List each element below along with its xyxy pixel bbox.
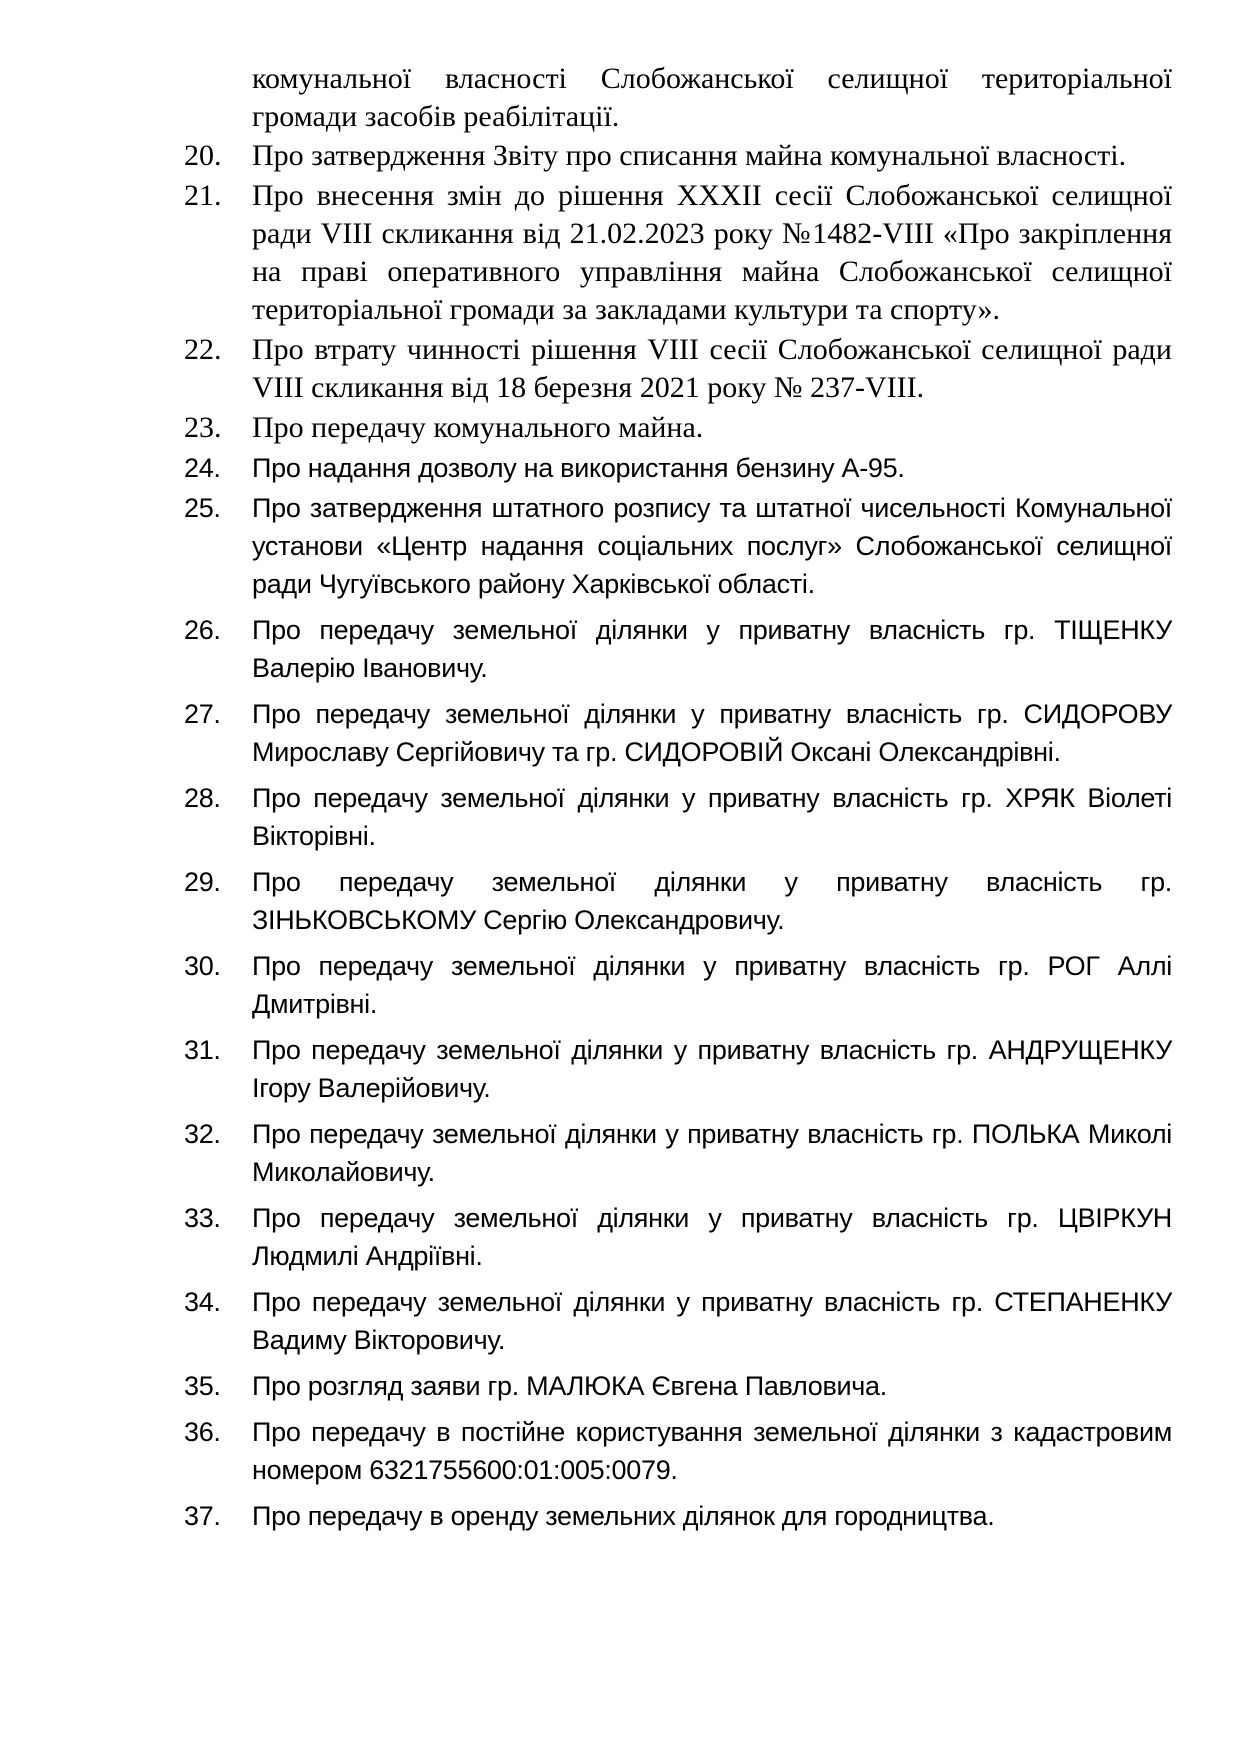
agenda-list bbox=[0, 137, 1240, 1535]
item-number: 33. bbox=[184, 1203, 221, 1233]
item-text: Про передачу земельної ділянки у приватну власність гр. СИДОРОВУ Мирославу Сергійовичу та гр. СИДОРОВІЙ Оксані Олександрівні. bbox=[252, 699, 1172, 767]
list-item bbox=[0, 1031, 1240, 1107]
item-number: 24. bbox=[184, 453, 221, 483]
item-text: Про надання дозволу на використання бензину А-95. bbox=[252, 453, 905, 483]
list-item bbox=[0, 1413, 1240, 1489]
list-item bbox=[0, 1115, 1240, 1191]
list-item bbox=[0, 611, 1240, 687]
list-item bbox=[0, 695, 1240, 771]
item-number: 30. bbox=[184, 951, 221, 981]
item-text: Про втрату чинності рішення VIII сесії Слобожанської селищної ради VIII скликання від 18 березня 2021 року № 237-VIII. bbox=[252, 333, 1172, 404]
item-text: Про передачу земельної ділянки у приватну власність гр. АНДРУЩЕНКУ Ігору Валерійовичу. bbox=[252, 1035, 1172, 1103]
item-text: Про передачу земельної ділянки у приватну власність гр. ПОЛЬКА Миколі Миколайовичу. bbox=[252, 1119, 1172, 1187]
item-number: 22. bbox=[184, 333, 222, 366]
item-text: Про передачу земельної ділянки у приватну власність гр. СТЕПАНЕНКУ Вадиму Вікторовичу. bbox=[252, 1287, 1172, 1355]
item-text: Про передачу земельної ділянки у приватну власність гр. ТІЩЕНКУ Валерію Івановичу. bbox=[252, 615, 1172, 683]
item-number: 31. bbox=[184, 1035, 221, 1065]
item-number: 25. bbox=[184, 493, 221, 523]
item-number: 20. bbox=[184, 139, 222, 172]
list-item bbox=[0, 863, 1240, 939]
item-text: Про розгляд заяви гр. МАЛЮКА Євгена Павловича. bbox=[252, 1371, 887, 1401]
item-text: Про передачу комунального майна. bbox=[252, 411, 704, 444]
item-number: 21. bbox=[184, 179, 222, 212]
item-number: 36. bbox=[184, 1417, 221, 1447]
item-number: 23. bbox=[184, 411, 222, 444]
item-text: Про передачу земельної ділянки у приватну власність гр. РОГ Аллі Дмитрівні. bbox=[252, 951, 1172, 1019]
list-item bbox=[0, 409, 1240, 447]
item-text: Про передачу земельної ділянки у приватну власність гр. ЗІНЬКОВСЬКОМУ Сергію Олександровичу. bbox=[252, 867, 1172, 935]
list-item bbox=[0, 1497, 1240, 1535]
list-item bbox=[0, 1367, 1240, 1405]
item-number: 27. bbox=[184, 699, 221, 729]
list-item bbox=[0, 779, 1240, 855]
list-item bbox=[0, 137, 1240, 175]
item-number: 28. bbox=[184, 783, 221, 813]
item-number: 34. bbox=[184, 1287, 221, 1317]
item-text: Про передачу в постійне користування земельної ділянки з кадастровим номером 6321755600:01:005:0079. bbox=[252, 1417, 1172, 1485]
list-item bbox=[0, 947, 1240, 1023]
list-item bbox=[0, 449, 1240, 487]
item-number: 29. bbox=[184, 867, 221, 897]
list-item bbox=[0, 177, 1240, 329]
item-number: 35. bbox=[184, 1371, 221, 1401]
item-text: Про передачу земельної ділянки у приватну власність гр. ХРЯК Віолеті Вікторівні. bbox=[252, 783, 1172, 851]
item-text: Про внесення змін до рішення XXXII сесії Слобожанської селищної ради VIII скликання від 21.02.2023 року №1482-VIII «Про закріплення на праві оперативного управління майна Слобожанської селищної територіальної громади за закладами культури та спорту». bbox=[252, 179, 1172, 326]
item-text: Про затвердження Звіту про списання майна комунальної власності. bbox=[252, 139, 1127, 172]
item-text: Про затвердження штатного розпису та штатної чисельності Комунальної установи «Центр надання соціальних послуг» Слобожанської селищної ради Чугуївського району Харківської області. bbox=[252, 493, 1172, 599]
item-number: 26. bbox=[184, 615, 221, 645]
continuation-text: комунальної власності Слобожанської селищної територіальної громади засобів реабілітації. bbox=[252, 62, 1172, 133]
list-item bbox=[0, 1283, 1240, 1359]
item-text: Про передачу в оренду земельних ділянок для городництва. bbox=[252, 1501, 995, 1531]
list-item bbox=[0, 331, 1240, 407]
list-item bbox=[0, 489, 1240, 603]
item-number: 32. bbox=[184, 1119, 221, 1149]
list-item bbox=[0, 1199, 1240, 1275]
item-number: 37. bbox=[184, 1501, 221, 1531]
item-text: Про передачу земельної ділянки у приватну власність гр. ЦВІРКУН Людмилі Андріївні. bbox=[252, 1203, 1172, 1271]
